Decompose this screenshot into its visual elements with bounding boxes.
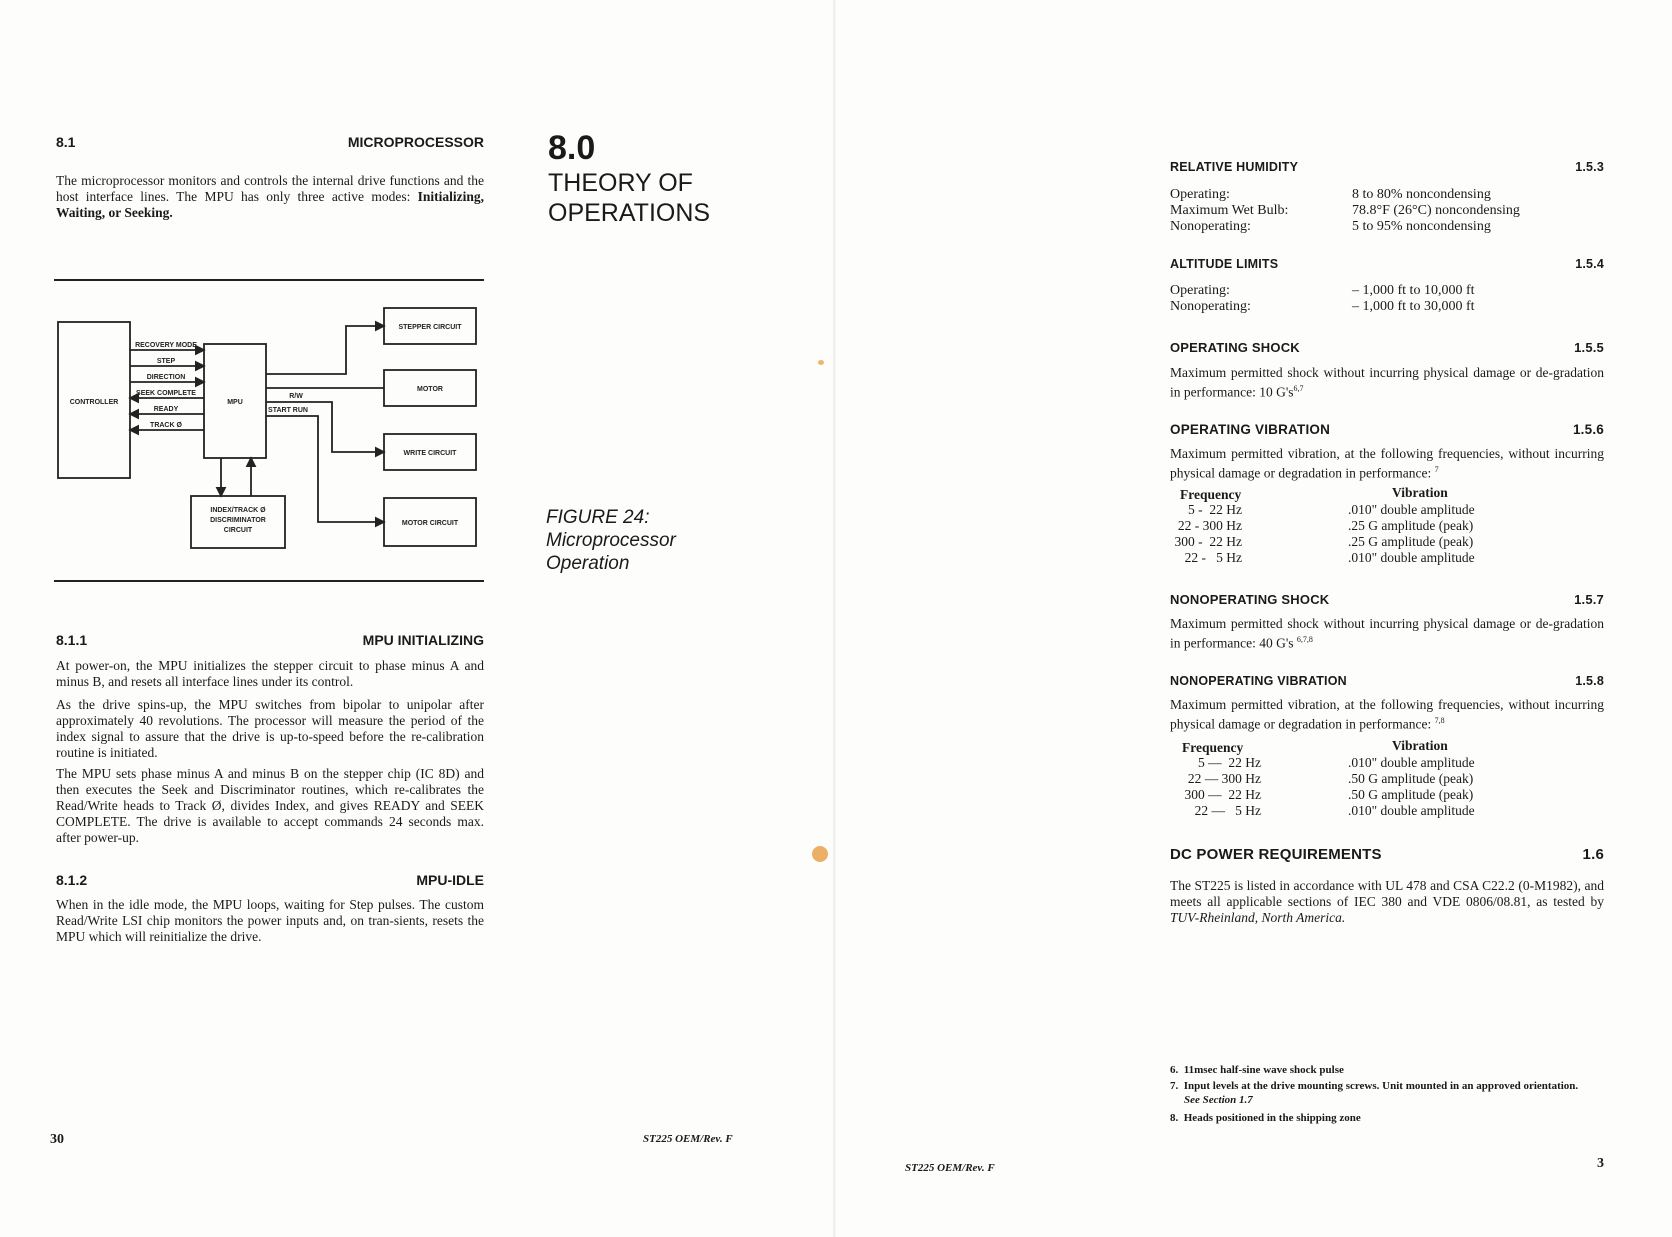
left-page-number: 30 [50, 1132, 64, 1147]
section-8-1-2-p1: When in the idle mode, the MPU loops, waiting for Step pulses. The custom Read/Write LSI chip monitors the power inputs and, on tran-sients, resets the MPU which will reinitialize the drive. [56, 897, 484, 944]
section-8-1-2-heading [56, 872, 484, 892]
stepper-circuit-label: STEPPER CIRCUIT [398, 324, 462, 331]
section-title: MPU-IDLE [416, 872, 484, 888]
freq-cell: 5 - 22 Hz [1188, 502, 1242, 517]
vib-cell: .010" double amplitude [1348, 803, 1475, 818]
figure-24-diagram [56, 300, 484, 560]
write-circuit-label: WRITE CIRCUIT [403, 450, 457, 457]
humidity-value: 5 to 95% noncondensing [1352, 219, 1491, 234]
signal-seek-complete: SEEK COMPLETE [136, 390, 196, 397]
section-8-1-heading [56, 134, 484, 154]
right-page [1170, 0, 1604, 1237]
section-number: 8.1.1 [56, 632, 88, 648]
chapter-number: 8.0 [548, 129, 596, 167]
rw-label: R/W [289, 393, 303, 400]
section-number: 8.1.2 [56, 872, 88, 888]
op-vibration-text: Maximum permitted vibration, at the following frequencies, without incurring physical damage or degradation in performance: $^7$ [1170, 446, 1604, 481]
freq-cell: 22 — 300 Hz [1187, 771, 1261, 786]
op-vibration-title: OPERATING VIBRATION [1170, 422, 1331, 437]
figure-caption-line1: FIGURE 24: [546, 507, 650, 528]
diagram-top-rule [54, 279, 484, 281]
diagram-bottom-rule [54, 580, 484, 582]
altitude-heading [1170, 257, 1604, 277]
left-page [50, 0, 484, 1237]
altitude-row: Nonoperating: [1170, 299, 1251, 314]
nonop-shock-heading [1170, 592, 1604, 612]
vib-cell: .010" double amplitude [1348, 550, 1475, 565]
dc-power-heading [1170, 846, 1604, 866]
chapter-title-line2: OPERATIONS [548, 199, 711, 227]
footer-right-page: ST225 OEM/Rev. F [905, 1162, 995, 1174]
op-shock-title: OPERATING SHOCK [1170, 340, 1300, 355]
vib-cell: .25 G amplitude (peak) [1348, 518, 1474, 533]
nonop-shock-number: 1.5.7 [1574, 592, 1604, 607]
controller-label: CONTROLLER [69, 399, 119, 406]
altitude-title: ALTITUDE LIMITS [1170, 257, 1279, 271]
footnote-7-continued: See Section 1.7 [1184, 1094, 1253, 1106]
vib-cell: .25 G amplitude (peak) [1348, 534, 1474, 549]
signal-track0: TRACK Ø [150, 422, 182, 429]
section-title: MICROPROCESSOR [347, 134, 484, 150]
freq-cell: 300 - 22 Hz [1174, 534, 1242, 549]
col-frequency: Frequency [1182, 740, 1244, 755]
section-title: MPU INITIALIZING [362, 632, 484, 648]
col-vibration: Vibration [1392, 485, 1448, 500]
figure-caption-line3: Operation [546, 553, 630, 574]
freq-cell: 300 — 22 Hz [1184, 787, 1261, 802]
smudge [818, 360, 824, 365]
op-shock-text: Maximum permitted shock without incurring physical damage or de-gradation in performance: 10 $G's^{6,7}$ [1170, 365, 1604, 400]
nonop-vibration-text: Maximum permitted vibration, at the following frequencies, without incurring physical damage or degradation in performance: $^{7,8}$ [1170, 697, 1604, 732]
humidity-heading [1170, 160, 1604, 180]
section-8-1-1-p1: At power-on, the MPU initializes the stepper circuit to phase minus A and minus B, and resets all interface lines under its control. [56, 658, 484, 689]
dc-power-number: 1.6 [1582, 846, 1604, 863]
signal-step: STEP [156, 358, 176, 365]
nonop-vibration-heading [1170, 674, 1604, 694]
figure-caption-line2: Microprocessor [546, 530, 676, 551]
col-frequency: Frequency [1180, 487, 1242, 502]
footer-left-page: ST225 OEM/Rev. F [643, 1133, 733, 1145]
altitude-number: 1.5.4 [1575, 257, 1604, 271]
footnote-8: 8. Heads positioned in the shipping zone [1170, 1112, 1361, 1124]
op-shock-number: 1.5.5 [1574, 340, 1604, 355]
altitude-value: – 1,000 ft to 30,000 ft [1352, 299, 1475, 314]
humidity-row: Operating: [1170, 187, 1230, 202]
freq-cell: 5 — 22 Hz [1198, 755, 1261, 770]
index-block-line1: INDEX/TRACK Ø [210, 507, 266, 514]
humidity-title: RELATIVE HUMIDITY [1170, 160, 1299, 174]
op-vibration-heading [1170, 422, 1604, 442]
vib-cell: .50 G amplitude (peak) [1348, 771, 1474, 786]
nonop-shock-title: NONOPERATING SHOCK [1170, 592, 1330, 607]
smudge [812, 846, 828, 862]
section-8-1-1-p3: The MPU sets phase minus A and minus B on the stepper chip (IC 8D) and then executes the Seek and Discriminator routines, which re-calibrates the Read/Write heads to Track Ø, divides Index, and gives READY and SEEK COMPLETE. The drive is available to accept commands 24 seconds max. after power-up. [56, 766, 484, 845]
motor-label: MOTOR [417, 386, 443, 393]
section-8-1-1-p2: As the drive spins-up, the MPU switches from bipolar to unipolar after approximately 40 revolutions. The processor will measure the period of the index signal to assure that the drive is up-to-speed before the re-calibration routine is initiated. [56, 697, 484, 760]
signal-recovery: RECOVERY MODE [135, 342, 197, 349]
nonop-vibration-title: NONOPERATING VIBRATION [1170, 674, 1347, 688]
dc-power-title: DC POWER REQUIREMENTS [1170, 846, 1382, 863]
signal-direction: DIRECTION [146, 374, 186, 381]
dc-power-text: The ST225 is listed in accordance with UL 478 and CSA C22.2 (0-M1982), and meets all applicable sections of IEC 380 and VDE 0806/08.81, as tested by TUV-Rheinland, North America. [1170, 878, 1604, 925]
footnote-6: 6. 11msec half-sine wave shock pulse [1170, 1064, 1344, 1076]
right-page-number: 3 [1597, 1156, 1604, 1171]
section-number: 8.1 [56, 134, 76, 150]
vib-cell: .50 G amplitude (peak) [1348, 787, 1474, 802]
freq-cell: 22 - 5 Hz [1184, 550, 1242, 565]
humidity-value: 78.8°F (26°C) noncondensing [1352, 203, 1520, 218]
motor-circuit-label: MOTOR CIRCUIT [401, 520, 459, 527]
vib-cell: .010" double amplitude [1348, 502, 1475, 517]
altitude-value: – 1,000 ft to 10,000 ft [1352, 283, 1475, 298]
op-vibration-number: 1.5.6 [1572, 422, 1604, 437]
page-fold [833, 0, 836, 1237]
index-block-line3: CIRCUIT [223, 527, 253, 534]
nonop-shock-text: Maximum permitted shock without incurring physical damage or de-gradation in performance: 40 G's $^{6,7,8}$ [1170, 616, 1604, 651]
humidity-row: Maximum Wet Bulb: [1170, 203, 1289, 218]
freq-cell: 22 — 5 Hz [1194, 803, 1261, 818]
section-8-1-1-heading [56, 632, 484, 652]
signal-ready: READY [153, 406, 179, 413]
chapter-title-line1: THEORY OF [548, 169, 693, 197]
freq-cell: 22 - 300 Hz [1177, 518, 1242, 533]
index-block-line2: DISCRIMINATOR [210, 517, 266, 524]
col-vibration: Vibration [1392, 738, 1448, 753]
humidity-value: 8 to 80% noncondensing [1352, 187, 1491, 202]
humidity-row: Nonoperating: [1170, 219, 1251, 234]
op-shock-heading [1170, 340, 1604, 360]
start-run-label: START RUN [268, 407, 308, 414]
altitude-row: Operating: [1170, 283, 1230, 298]
chapter-column [548, 130, 798, 228]
vib-cell: .010" double amplitude [1348, 755, 1475, 770]
humidity-number: 1.5.3 [1575, 160, 1604, 174]
figure-caption [546, 506, 676, 575]
nonop-vibration-number: 1.5.8 [1575, 674, 1604, 688]
section-8-1-text: The microprocessor monitors and controls the internal drive functions and the host interface lines. The MPU has only three active modes: Initializing, Waiting, or Seeking. [56, 173, 484, 220]
mpu-label: MPU [227, 399, 243, 406]
footnote-7: 7. Input levels at the drive mounting screws. Unit mounted in an approved orientation. [1170, 1080, 1579, 1092]
